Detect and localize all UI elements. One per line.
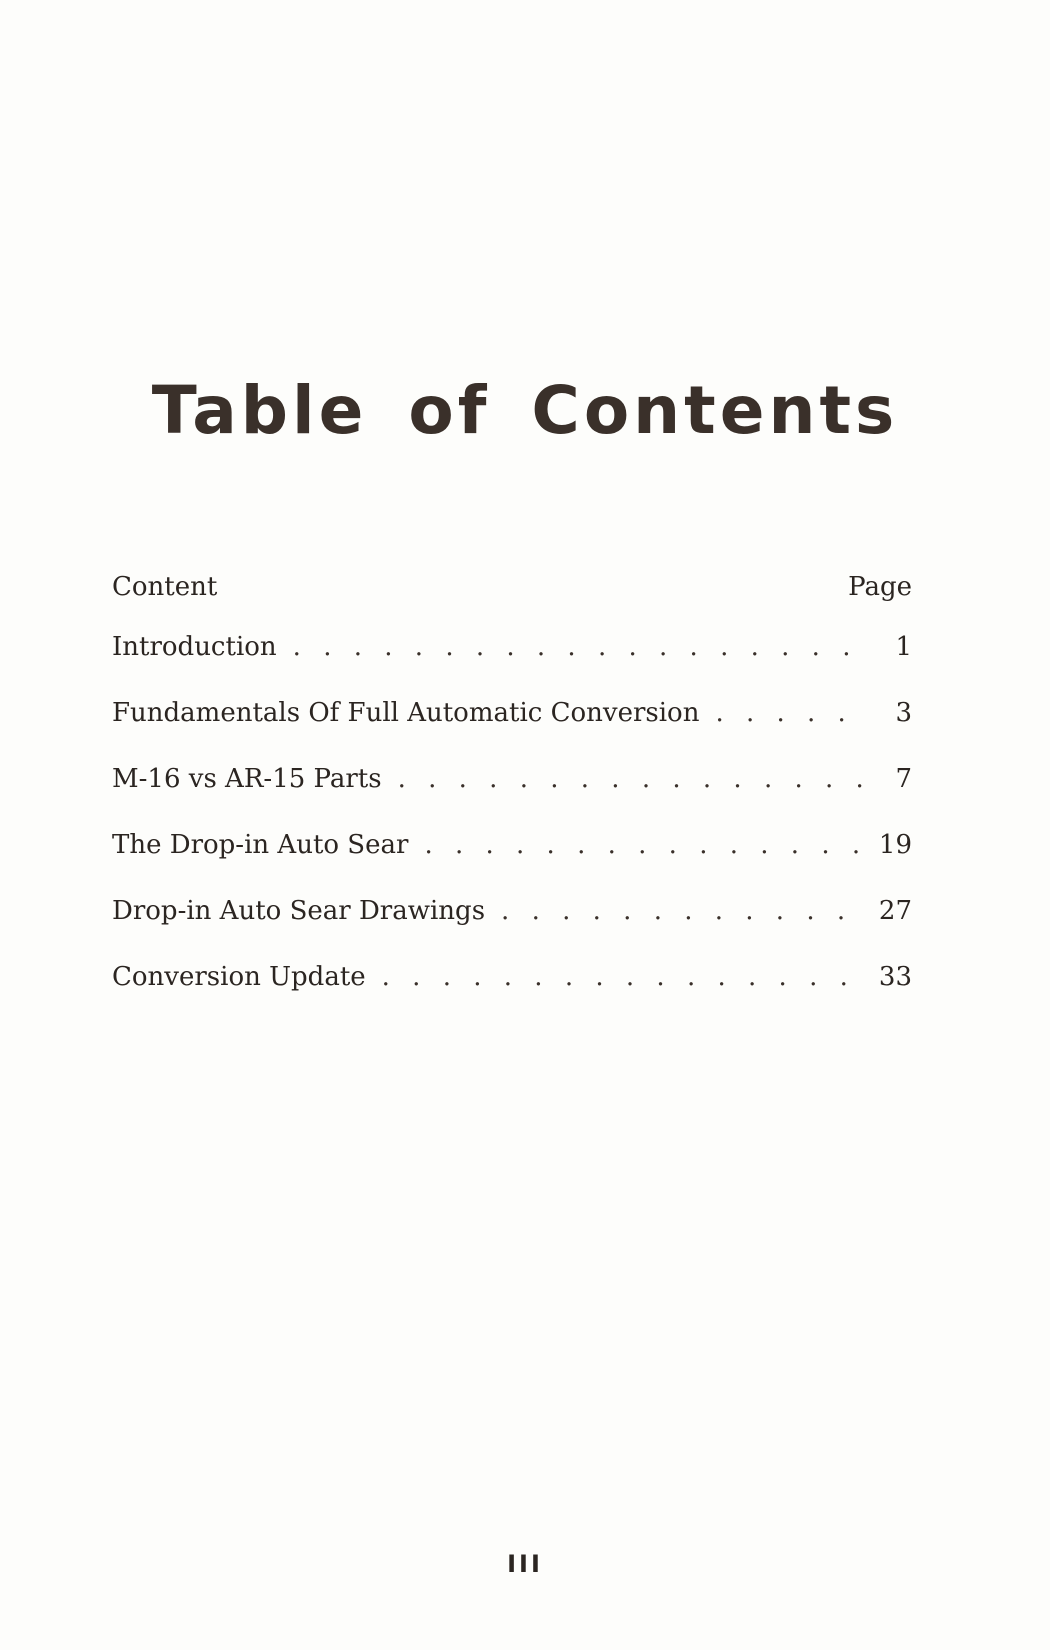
toc-entry-title: M-16 vs AR-15 Parts (112, 764, 382, 794)
dot-leader (398, 764, 868, 794)
toc-entry-page: 19 (878, 830, 912, 860)
toc-entry (112, 764, 912, 800)
toc-entry-page: 27 (878, 896, 912, 926)
dot-leader (715, 698, 868, 728)
page-number: III (507, 1550, 543, 1578)
table-of-contents (112, 566, 912, 1028)
toc-entry-title: Introduction (112, 632, 277, 662)
toc-entry-page: 7 (895, 764, 912, 794)
toc-entry (112, 896, 912, 932)
toc-entry (112, 830, 912, 866)
toc-entry (112, 698, 912, 734)
dot-leader (501, 896, 865, 926)
toc-entry-title: Drop-in Auto Sear Drawings (112, 896, 486, 926)
page-column-label: Page (848, 572, 912, 602)
page-title: Table of Contents (151, 372, 899, 449)
toc-entry-page: 3 (895, 698, 912, 728)
toc-entry (112, 632, 912, 668)
dot-leader (424, 830, 864, 860)
toc-entry-title: Fundamentals Of Full Automatic Conversion (112, 698, 700, 728)
toc-header (112, 566, 912, 602)
toc-entry-title: Conversion Update (112, 962, 366, 992)
toc-entry-title: The Drop-in Auto Sear (112, 830, 409, 860)
content-column-label: Content (112, 572, 218, 602)
dot-leader (382, 962, 865, 992)
dot-leader (293, 632, 868, 662)
toc-entry-page: 33 (878, 962, 912, 992)
toc-entry (112, 962, 912, 998)
toc-entry-page: 1 (895, 632, 912, 662)
